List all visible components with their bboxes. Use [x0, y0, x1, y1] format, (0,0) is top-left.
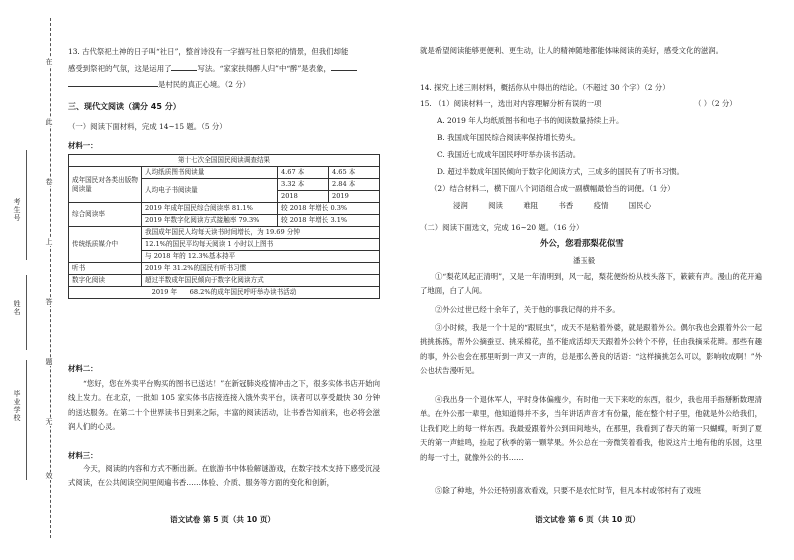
student-id-label: 考生号	[13, 198, 21, 222]
word: 书香	[558, 201, 574, 210]
table-cell: 较 2018 年增长 0.3%	[278, 203, 380, 215]
name-label: 姓名	[13, 300, 21, 316]
answer-blank[interactable]	[331, 62, 357, 71]
table-cell: 2018	[278, 191, 329, 203]
option-d: D. 超过半数成年国民倾向于数字化阅读方式，三成多的国民有了听书习惯。	[437, 167, 684, 176]
seal-char: 卷	[45, 178, 53, 186]
essay-title: 外公，您看那梨花似雪	[540, 238, 624, 248]
q13-line3	[68, 78, 250, 90]
essay-paragraph-4: ④我出身一个退休军人，平时身体偏瘦少，有时他一天下来吃的东西，很少，我也用手指掰断数理清单。在外公那一辈里，他知道得并不多，当年讲话声音才有份量，能在整个村子里，他就是外公给我们，让我们吃上的每一样东西。我最爱跟着外公到田间地头，在那里，我看到了春天的第一只蝴蝶，听到了夏天的第一声蛙鸣，捡起了秋季的第一颗苹果。外公总在一旁微笑着看我，他说这片土地有他的乐园，这里的每一寸土，就像外公的书……	[420, 395, 762, 462]
material-2-text: “您好，您在外卖平台购买的图书已送达！”在新冠肺炎疫情冲击之下，很多实体书店开始向线上发力。在北京，一批如 105 家实体书店接连接入饿外卖平台，读者可以享受最快 30 分钟的送达服务。在第二十个世界读书日到来之际，丰富的阅读活动，让书香告知前来，也必将会滋润人们的心灵。	[68, 379, 380, 432]
table-row-label: 传统纸质媒介中	[69, 227, 142, 263]
section-3-heading: 三、现代文阅读（满分 45 分）	[68, 102, 181, 111]
field-line	[26, 150, 27, 260]
q15-answer-paren[interactable]: （ ）（2 分）	[694, 99, 737, 108]
table-cell: 2.84 本	[329, 179, 380, 191]
material-3-continued: 就是希望阅读能够更便利、更生动，让人的精神随地都能体味阅读的美好，感受文化的滋润。	[420, 46, 724, 55]
binding-dashed-line	[50, 18, 51, 538]
part-1-instruction: （一）阅读下面材料，完成 14~15 题。（5 分）	[68, 122, 227, 131]
binding-sidebar	[0, 0, 62, 560]
seal-char: 效	[45, 472, 53, 480]
field-line	[26, 360, 27, 480]
word-bank	[453, 200, 651, 211]
material-2-label: 材料二：	[68, 364, 98, 373]
q13-line2-a: 感受到祭祀的气氛，这是运用了	[68, 64, 172, 73]
table-cell: 人均电子书阅读量	[142, 179, 278, 203]
seal-char: 题	[45, 358, 53, 366]
page-footer-left: 语文试卷 第 5 页（共 10 页）	[170, 515, 276, 524]
table-cell: 3.32 本	[278, 179, 329, 191]
material-3-text: 今天，阅读的内容和方式不断出新。在旅游书中体验解谜游戏，在数字技术支持下感受沉浸式阅读，在公共阅读空间里阅遍书香……体验、介质、服务等方面的变化和创新，	[68, 464, 380, 488]
option-a: A. 2019 年人均纸质图书和电子书的阅读数量持续上升。	[437, 116, 624, 125]
word: 浸润	[453, 201, 468, 210]
word: 难阻	[523, 201, 539, 210]
part-2-instruction: （二）阅读下面选文，完成 16~20 题。（16 分）	[420, 223, 584, 232]
word: 国民心	[628, 201, 651, 210]
table-cell: 我国成年国民人均每天读书时间增长，为 19.69 分钟	[142, 227, 380, 239]
answer-blank[interactable]	[171, 62, 197, 71]
essay-paragraph-1: ①“梨花风起正清明”，又是一年清明到，风一起，梨花便纷纷从枝头落下，簌簌有声。漫山的花开遍了地面，白了人间。	[420, 272, 762, 296]
table-cell: 2019 年 31.2%的国民有听书习惯	[142, 263, 380, 275]
table-cell: 2019	[329, 191, 380, 203]
essay-paragraph-3: ③小时候，我是一个十足的“跟屁虫”，成天不是粘着外婆，就是跟着外公。偶尔我也会跟着外公一起挑挑拣拣，帮外公摘蚕豆、挑采棉花，虽不能成活却天天跟着外公转个不停，任由我摘采花辫。那些有趣的事，外公也会在那里听到一声又一声的，总是那么善良的话语：“这样摘挑怎么可以，影响收成啊！”外公也状告漫听见。	[420, 323, 762, 376]
table-title: 第十七次全国国民阅读调查结果	[69, 155, 380, 167]
q13-line2	[68, 62, 357, 74]
q13-line3-text: 是村民的真正心境。（2 分）	[158, 80, 251, 89]
survey-table	[68, 154, 380, 299]
table-row-label: 成年国民对各类出版物阅读量	[69, 167, 142, 203]
table-cell: 12.1%的国民平均每天阅读 1 小时以上图书	[142, 239, 380, 251]
word: 阅读	[488, 201, 503, 210]
table-cell: 与 2018 年的 12.3%基本持平	[142, 251, 380, 263]
q15-1: 15. （1）阅读材料一，选出对内容理解分析有误的一项	[420, 99, 602, 108]
essay-paragraph-2: ②外公过世已经十余年了，关于他的事我记得的并不多。	[435, 305, 620, 314]
q14: 14. 探究上述三则材料，概括你从中得出的结论。（不超过 30 个字）（2 分）	[420, 83, 670, 92]
seal-char: 上	[45, 238, 53, 246]
table-row-label: 综合阅读率	[69, 203, 142, 227]
seal-char: 在	[45, 58, 53, 66]
seal-char: 此	[45, 118, 53, 126]
material-1-label: 材料一：	[68, 141, 98, 150]
table-cell: 较 2018 年增长 3.1%	[278, 215, 380, 227]
table-cell: 2019 年数字化阅读方式接触率 79.3%	[142, 215, 278, 227]
option-b: B. 我国成年国民综合阅读率保持增长势头。	[437, 133, 581, 142]
q13-line1: 13. 古代祭祀土神的日子叫“社日”，整首诗没有一字描写社日祭祀的情景，但我们却能	[68, 47, 349, 56]
table-cell: 2019 年 68.2%的成年国民呼吁举办读书活动	[69, 287, 380, 299]
material-3-label: 材料三：	[68, 451, 98, 460]
school-label: 毕业学校	[13, 390, 21, 422]
page-footer-right: 语文试卷 第 6 页（共 10 页）	[535, 515, 641, 524]
field-line	[26, 275, 27, 350]
essay-author: 潘玉毅	[573, 256, 596, 265]
table-cell: 超过半数成年国民倾向于数字化阅读方式	[142, 275, 380, 287]
answer-blank[interactable]	[68, 78, 158, 87]
table-cell: 4.65 本	[329, 167, 380, 179]
q13-line2-b: 写法。“家家扶得醉人归”中“醉”是表象，	[197, 64, 331, 73]
table-cell: 2019 年成年国民综合阅读率 81.1%	[142, 203, 278, 215]
table-cell: 人均纸质图书阅读量	[142, 167, 278, 179]
table-cell: 4.67 本	[278, 167, 329, 179]
q15-2: （2）结合材料二，横下面八个词语组合成一副横幅最恰当的词便。（1 分）	[430, 184, 675, 193]
essay-paragraph-5: ⑤除了种地，外公还特别喜欢看戏，只要不是农忙时节，但凡本村或邻村有了戏班	[435, 486, 702, 495]
table-row-label: 数字化阅读	[69, 275, 142, 287]
table-row-label: 听书	[69, 263, 142, 275]
seal-char: 答	[45, 298, 53, 306]
option-c: C. 我国近七成成年国民呼吁举办读书活动。	[437, 150, 581, 159]
seal-char: 无	[45, 418, 53, 426]
word: 疫情	[593, 201, 609, 210]
